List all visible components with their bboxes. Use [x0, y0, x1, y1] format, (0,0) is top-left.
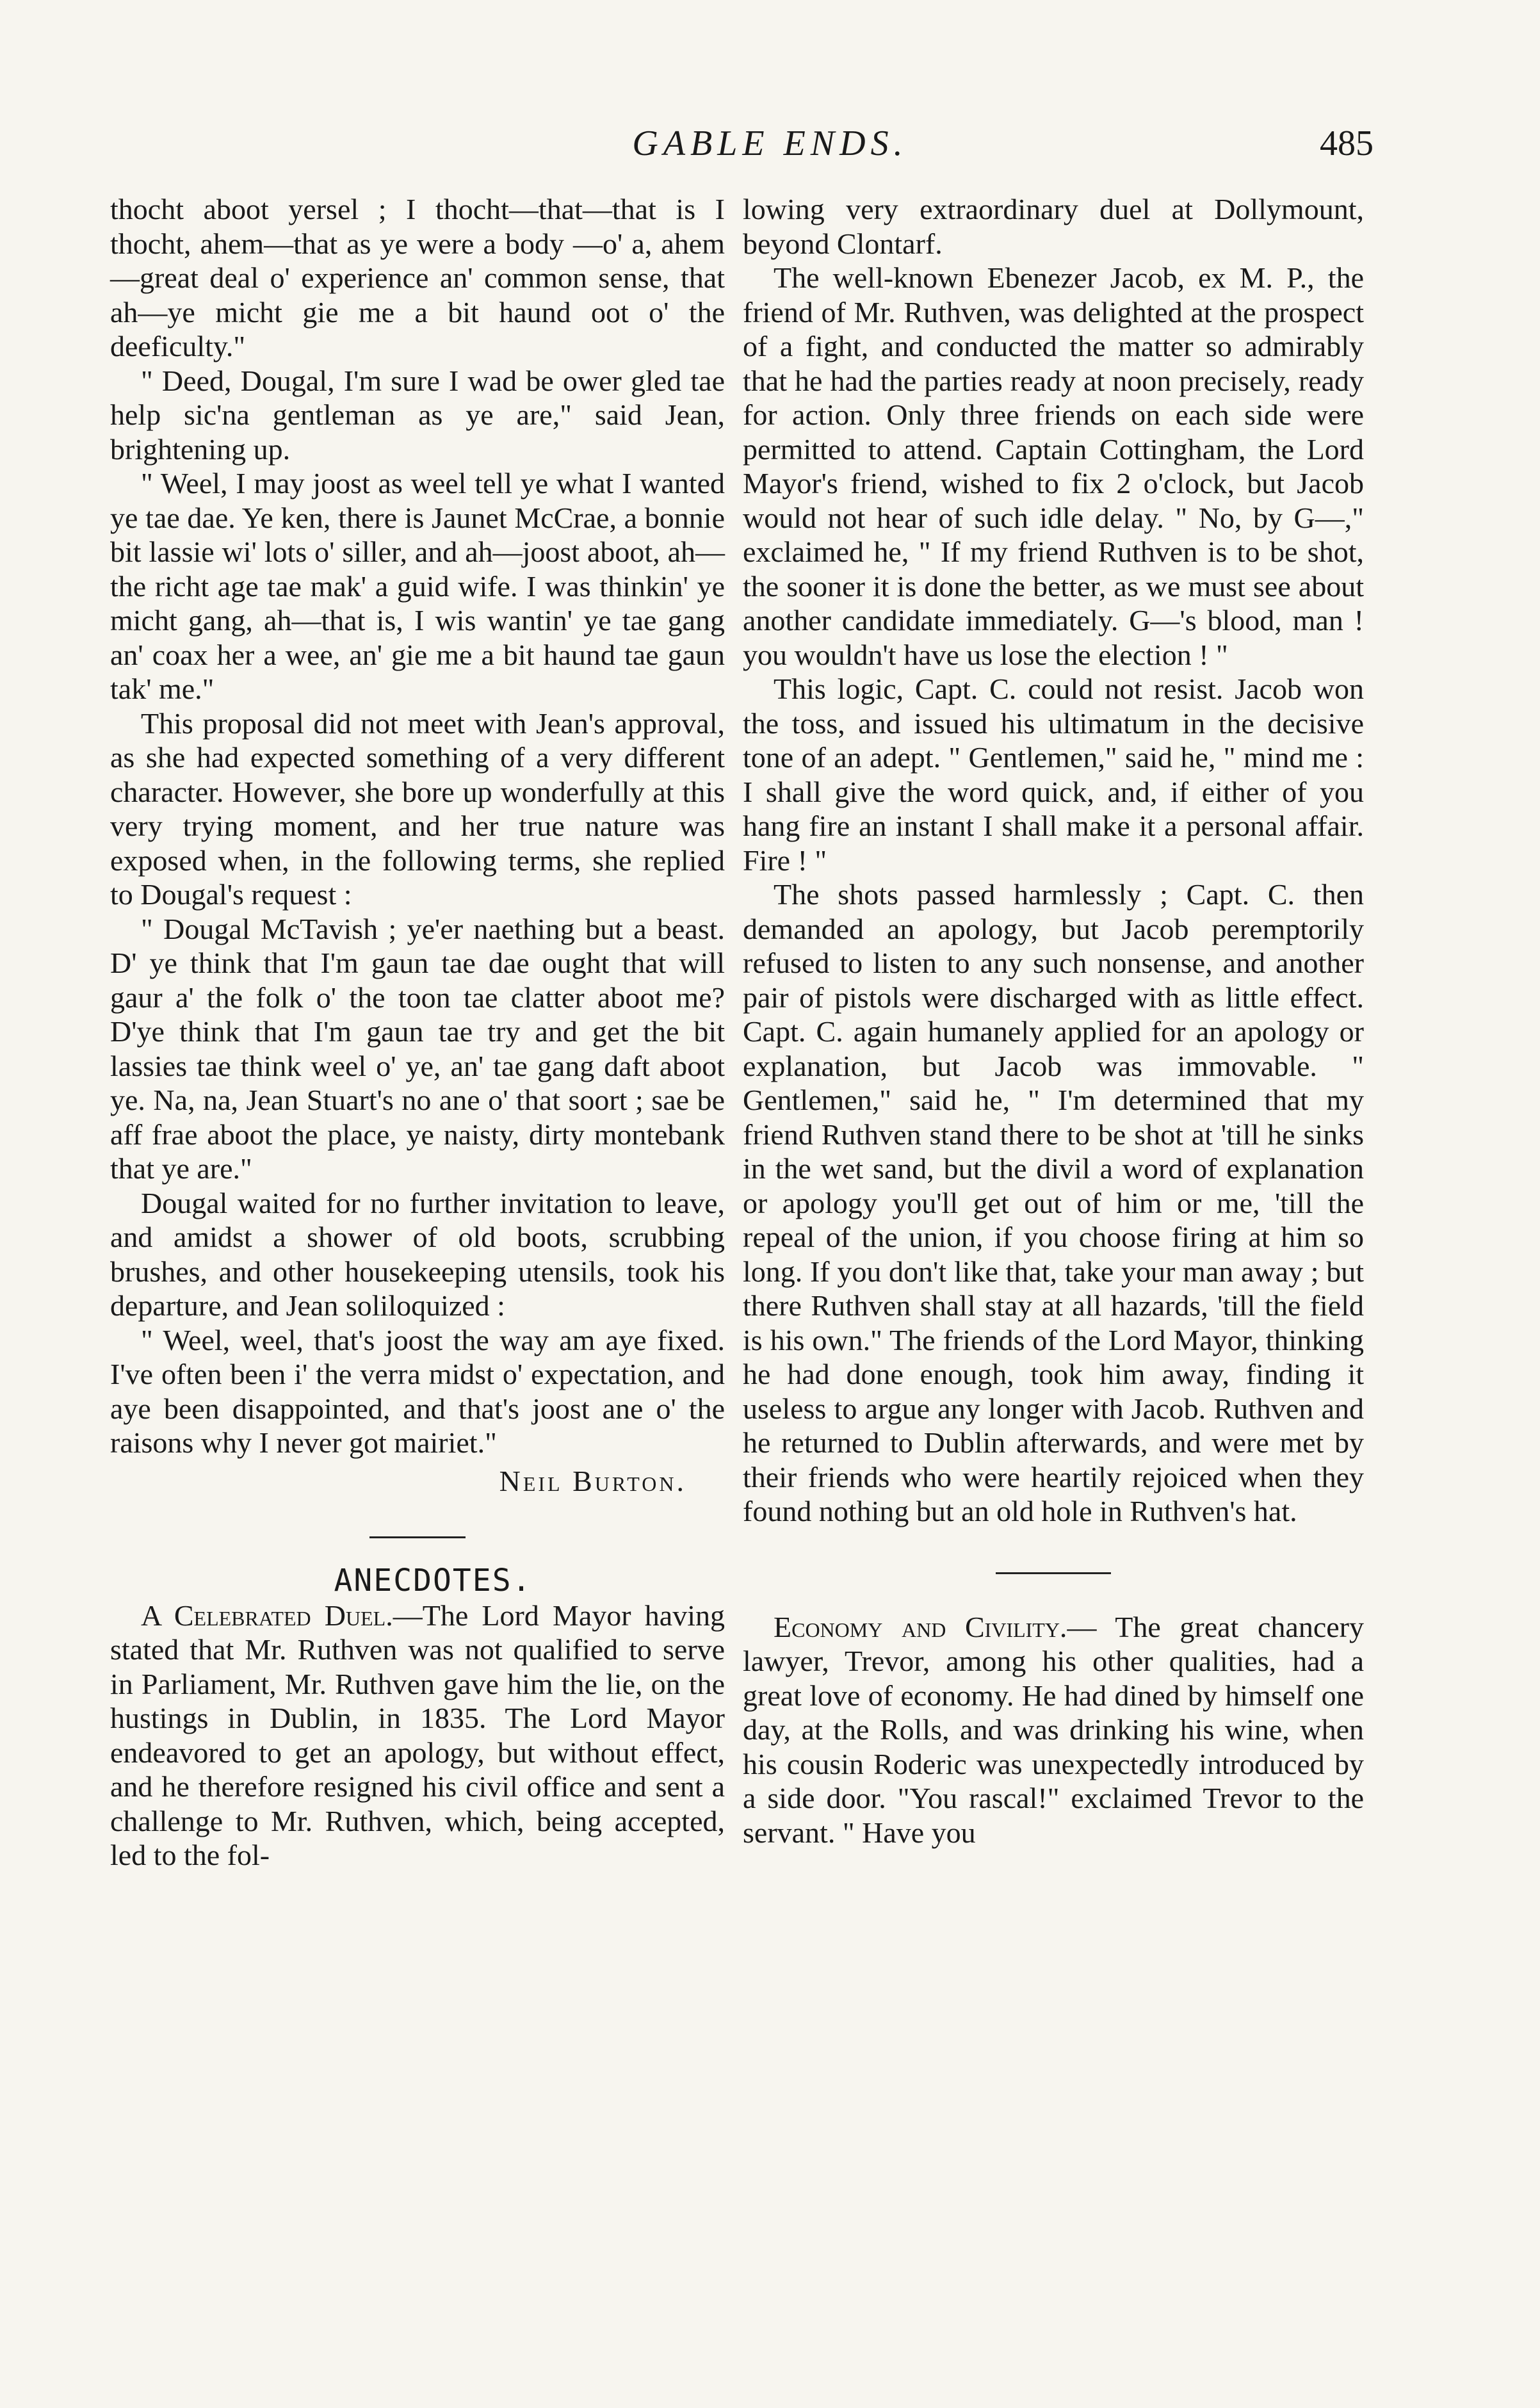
- paragraph: This logic, Capt. C. could not resist. Jacob won the toss, and issued his ultimatum in the decisive tone of an adept. " Gentlemen," said he, " mind me : I shall give the word quick, and, if either of you hang fire an instant I shall make it a personal affair. Fire ! ": [743, 672, 1364, 877]
- paragraph: lowing very extraordinary duel at Dollymount, beyond Clontarf.: [743, 193, 1364, 260]
- page-header: [0, 123, 1540, 174]
- anecdote-heading: A Celebrated Duel.: [141, 1599, 393, 1632]
- right-column: [743, 192, 1364, 1850]
- paragraph: " Deed, Dougal, I'm sure I wad be ower gled tae help sic'na gentleman as ye are," said Jean, brightening up.: [110, 364, 725, 466]
- paragraph: " Dougal McTavish ; ye'er naething but a beast. D' ye think that I'm gaun tae dae ought that will gaur a' the folk o' the toon tae clatter aboot me? D'ye think that I'm gaun tae try and get the bit lassies tae think weel o' ye, an' tae gang daft aboot ye. Na, na, Jean Stuart's no ane o' that soort ; sae be aff frae aboot the place, ye naisty, dirty montebank that ye are.": [110, 912, 725, 1185]
- paragraph: Dougal waited for no further invitation to leave, and amidst a shower of old boots, scrubbing brushes, and other housekeeping utensils, took his departure, and Jean soliloquized :: [110, 1186, 725, 1322]
- anecdote-text: — The great chancery lawyer, Trevor, among his other qualities, had a great love of economy. He had dined by himself one day, at the Rolls, and was drinking his wine, when his cousin Roderic was unexpectedly introduced by a side door. "You rascal!" exclaimed Trevor to the servant. " Have you: [743, 1610, 1365, 1849]
- section-title: ANECDOTES.: [334, 1563, 532, 1599]
- left-column: [110, 192, 725, 1873]
- paragraph: " Weel, I may joost as weel tell ye what I wanted ye tae dae. Ye ken, there is Jaunet McCrae, a bonnie bit lassie wi' lots o' siller, and ah—joost aboot, ah—the richt age tae mak' a guid wife. I was thinkin' ye micht gang, ah—that is, I wis wantin' ye tae gang an' coax her a wee, an' gie me a bit haund tae gaun tak' me.": [110, 467, 725, 705]
- anecdote-paragraph: [743, 1610, 1364, 1850]
- anecdote-text: —The Lord Mayor having stated that Mr. Ruthven was not qualified to serve in Parliament, Mr. Ruthven gave him the lie, on the hustings in Dublin, in 1835. The Lord Mayor endeavored to get an apology, but without effect, and he therefore resigned his civil office and sent a challenge to Mr. Ruthven, which, being accepted, led to the fol-: [110, 1599, 725, 1871]
- paragraph: The shots passed harmlessly ; Capt. C. then demanded an apology, but Jacob peremptorily refused to listen to any such nonsense, and another pair of pistols were discharged with as little effect. Capt. C. again humanely applied for an apology or explanation, but Jacob was immovable. " Gentlemen," said he, " I'm determined that my friend Ruthven stand there to be shot at 'till he sinks in the wet sand, but the divil a word of explanation or apology you'll get out of him or me, 'till the repeal of the union, if you choose firing at him so long. If you don't like that, take your man away ; but there Ruthven shall stay at all hazards, 'till the field is his own." The friends of the Lord Mayor, thinking he had done enough, took him away, finding it useless to argue any longer with Jacob. Ruthven and he returned to Dublin afterwards, and were met by their friends who were heartily rejoiced when they found nothing but an old hole in Ruthven's hat.: [743, 878, 1364, 1527]
- anecdote-heading: Economy and Civility.: [774, 1610, 1067, 1643]
- page-number: 485: [1320, 124, 1374, 163]
- paragraph: This proposal did not meet with Jean's approval, as she had expected something of a very different character. However, she bore up wonderfully at this very trying moment, and her true nature was exposed when, in the following terms, she replied to Dougal's request :: [110, 706, 725, 911]
- paragraph: thocht aboot yersel ; I thocht—that—that is I thocht, ahem—that as ye were a body —o' a, ahem—great deal o' experience an' common sense, that ah—ye micht gie me a bit haund oot o' the deeficulty.": [110, 193, 725, 362]
- paragraph: The well-known Ebenezer Jacob, ex M. P., the friend of Mr. Ruthven, was delighted at the prospect of a fight, and conducted the matter so admirably that he had the parties ready at noon precisely, ready for action. Only three friends on each side were permitted to attend. Captain Cottingham, the Lord Mayor's friend, wished to fix 2 o'clock, but Jacob would not hear of such idle delay. " No, by G—," exclaimed he, " If my friend Ruthven is to be shot, the sooner it is done the better, as we must see about another candidate immediately. G—'s blood, man ! you wouldn't have us lose the election ! ": [743, 261, 1364, 671]
- paragraph: " Weel, weel, that's joost the way am aye fixed. I've often been i' the verra midst o' expectation, and aye been disappointed, and that's joost ane o' the raisons why I never got mairiet.": [110, 1323, 725, 1459]
- anecdote-divider: [996, 1572, 1111, 1574]
- author-signature: Neil Burton.: [499, 1464, 686, 1497]
- section-divider: [369, 1536, 466, 1538]
- running-title: GABLE ENDS.: [632, 124, 908, 163]
- anecdote-paragraph: [110, 1599, 725, 1873]
